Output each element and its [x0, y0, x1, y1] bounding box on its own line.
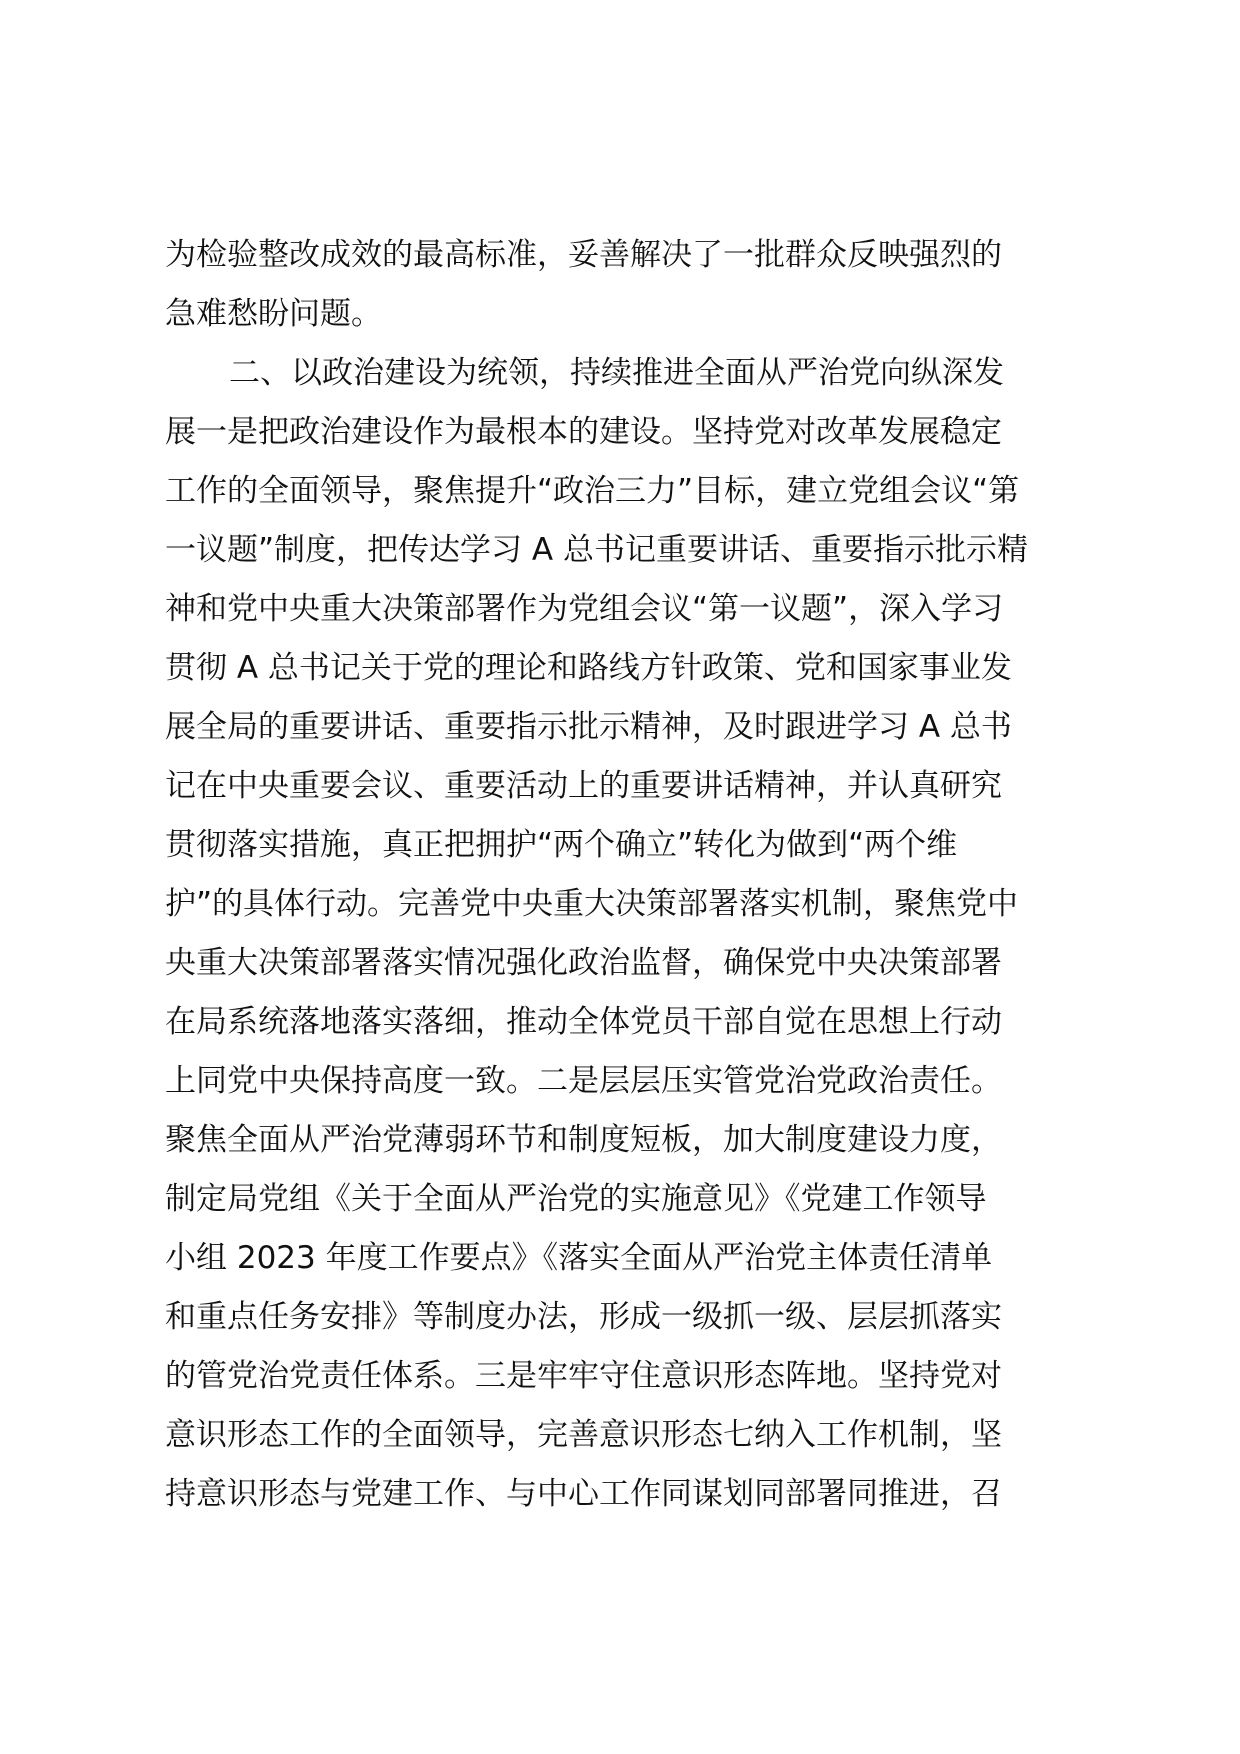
text-line: 工作的全面领导，聚焦提升“政治三力”目标，建立党组会议“第 — [165, 473, 1020, 509]
text-line: 持意识形态与党建工作、与中心工作同谋划同部署同推进，召 — [165, 1476, 1002, 1512]
text-line: 急难愁盼问题。 — [165, 296, 382, 332]
text-line: 在局系统落地落实落细，推动全体党员干部自觉在思想上行动 — [165, 1004, 1002, 1040]
text-line: 央重大决策部署落实情况强化政治监督，确保党中央决策部署 — [165, 945, 1002, 981]
text-line: 制定局党组《关于全面从严治党的实施意见》《党建工作领导 — [165, 1181, 987, 1217]
section-heading-line: 二、以政治建设为统领，持续推进全面从严治党向纵深发 — [229, 355, 1004, 391]
text-line: 和重点任务安排》等制度办法，形成一级抓一级、层层抓落实 — [165, 1299, 1002, 1335]
text-line: 小组 2023 年度工作要点》《落实全面从严治党主体责任清单 — [165, 1240, 993, 1276]
text-line: 一议题”制度，把传达学习 A 总书记重要讲话、重要指示批示精 — [165, 532, 1028, 568]
text-line: 意识形态工作的全面领导，完善意识形态七纳入工作机制，坚 — [165, 1417, 1002, 1453]
text-line: 聚焦全面从严治党薄弱环节和制度短板，加大制度建设力度， — [165, 1122, 1002, 1158]
text-line: 上同党中央保持高度一致。二是层层压实管党治党政治责任。 — [165, 1063, 1002, 1099]
text-line: 护”的具体行动。完善党中央重大决策部署落实机制，聚焦党中 — [165, 886, 1019, 922]
text-line: 贯彻落实措施，真正把拥护“两个确立”转化为做到“两个维 — [165, 827, 958, 863]
text-line: 贯彻 A 总书记关于党的理论和路线方针政策、党和国家事业发 — [165, 650, 1012, 686]
text-line: 展一是把政治建设作为最根本的建设。坚持党对改革发展稳定 — [165, 414, 1002, 450]
text-line: 记在中央重要会议、重要活动上的重要讲话精神，并认真研究 — [165, 768, 1002, 804]
text-line: 的管党治党责任体系。三是牢牢守住意识形态阵地。坚持党对 — [165, 1358, 1002, 1394]
text-line: 展全局的重要讲话、重要指示批示精神，及时跟进学习 A 总书 — [165, 709, 1012, 745]
text-line: 为检验整改成效的最高标准，妥善解决了一批群众反映强烈的 — [165, 237, 1002, 273]
body-text — [165, 226, 1095, 1524]
text-line: 神和党中央重大决策部署作为党组会议“第一议题”，深入学习 — [165, 591, 1004, 627]
